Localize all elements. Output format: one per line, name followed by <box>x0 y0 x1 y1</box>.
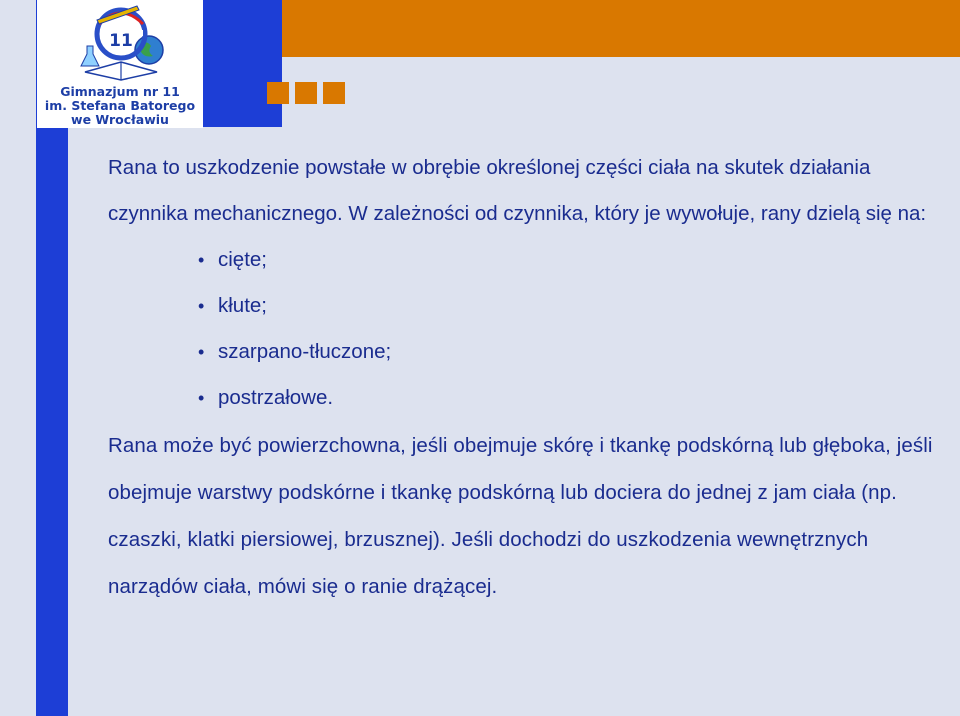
decor-square <box>267 82 289 104</box>
wound-types-list <box>108 237 938 421</box>
list-item: • kłute; <box>198 283 938 329</box>
intro-paragraph: Rana to uszkodzenie powstałe w obrębie określonej części ciała na skutek działania czynnika mechanicznego. W zależności od czynnika, który je wywołuje, rany dzielą się na: <box>108 156 927 225</box>
bullet-icon: • <box>198 342 205 362</box>
bullet-icon: • <box>198 388 205 408</box>
logo-line-1: Gimnazjum nr 11 <box>60 84 180 99</box>
logo-line-3: we Wrocławiu <box>71 112 169 127</box>
decor-squares <box>267 82 345 104</box>
bullet-icon: • <box>198 296 205 316</box>
closing-paragraph: Rana może być powierzchowna, jeśli obejmuje skórę i tkankę podskórną lub głęboka, jeśli obejmuje warstwy podskórne i tkankę podskórną lub dociera do jednej z jam ciała (np. czaszki, klatki piersiowej, brzusznej). Jeśli dochodzi do uszkodzenia wewnętrznych narządów ciała, mówi się o ranie drążącej. <box>108 434 933 598</box>
emblem-number: 11 <box>109 31 133 51</box>
logo-line-2: im. Stefana Batorego <box>44 98 196 113</box>
school-emblem-icon <box>37 0 203 86</box>
top-decor-bar <box>200 0 960 57</box>
slide-content <box>108 145 938 610</box>
top-blue-block <box>200 0 282 127</box>
bullet-icon: • <box>198 250 205 270</box>
list-item: • cięte; <box>198 237 938 283</box>
list-item: • szarpano-tłuczone; <box>198 329 938 375</box>
list-item: • postrzałowe. <box>198 375 938 421</box>
school-logo <box>37 0 203 128</box>
decor-square <box>295 82 317 104</box>
decor-square <box>323 82 345 104</box>
